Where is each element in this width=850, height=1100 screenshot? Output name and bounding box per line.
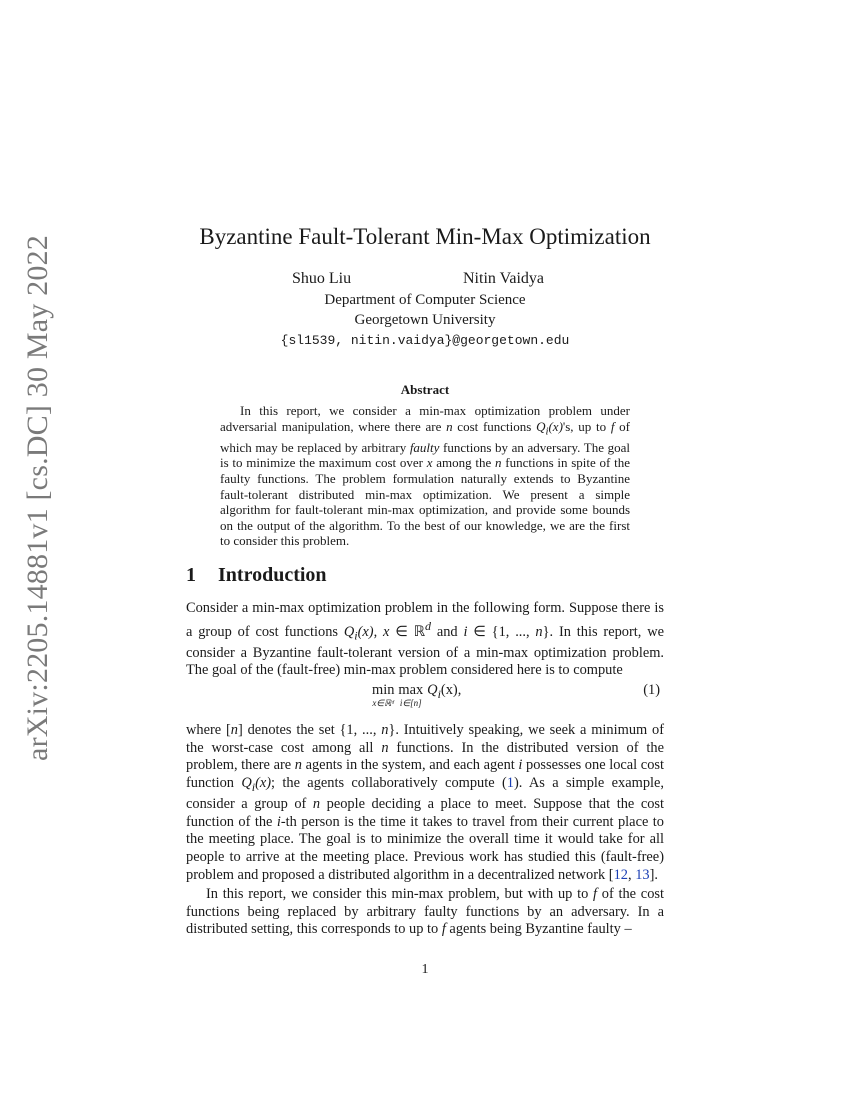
- section-heading: [186, 564, 327, 587]
- section-number: 1: [186, 564, 196, 586]
- citation-link[interactable]: 12: [613, 866, 628, 883]
- intro-paragraph: In this report, we consider this min-max problem, but with up to f of the cost functions being replaced by arbitrary faulty functions by an adversary. In a distributed setting, this corresponds to up to f agents being Byzantine faulty –: [186, 886, 664, 938]
- intro-paragraph: Consider a min-max optimization problem in the following form. Suppose there is a group of cost functions $Q_i(x)$, x ∈ ℝ$^d$ and i ∈ {1, ..., n}. In this report, we consider a Byzantine fault-tolerant version of a min-max optimization problem. The goal of the (fault-free) min-max problem considered here is to compute: [186, 600, 664, 679]
- abstract-heading: Abstract: [400, 382, 450, 397]
- author-email: {sl1539, nitin.vaidya}@georgetown.edu: [280, 333, 570, 348]
- equation-body: min x∈ℝᵈ max i∈[n] $Q_i(x)$,: [372, 682, 462, 708]
- author-department: Department of Computer Science: [324, 292, 526, 308]
- author-name: Shuo Liu: [292, 270, 352, 287]
- author-university: Georgetown University: [354, 312, 496, 328]
- max-operator: max i∈[n]: [398, 682, 424, 708]
- equation-reference-link[interactable]: 1: [506, 774, 514, 791]
- arxiv-identifier: arXiv:2205.14881v1 [cs.DC] 30 May 2022: [21, 235, 54, 761]
- author-name: Nitin Vaidya: [463, 270, 545, 287]
- paper-title: Byzantine Fault-Tolerant Min-Max Optimization: [199, 224, 651, 249]
- abstract-body: In this report, we consider a min-max optimization problem under adversarial manipulation, where there are n cost functions $Q_i(x)'s$, up to f of which may be replaced by arbitrary faulty functions by an adversary. The goal is to minimize the maximum cost over x among the n functions in spite of the faulty functions. The problem formulation naturally extends to Byzantine fault-tolerant distributed min-max optimization. We present a simple algorithm for fault-tolerant min-max optimization, and provide some bounds on the output of the algorithm. To the best of our knowledge, we are the first to consider this problem.: [220, 403, 630, 549]
- intro-paragraph: where [n] denotes the set {1, ..., n}. Intuitively speaking, we seek a minimum of the worst-case cost among all n functions. In the distributed version of the problem, there are n agents in the system, and each agent i possesses one local cost function $Q_i(x)$; the agents collaboratively compute (1). As a simple example, consider a group of n people deciding a place to meet. Suppose that the cost function of the i-th person is the time it takes to travel from their current place to the meeting place. The goal is to minimize the overall time it would take for all people to arrive at the meeting place. Previous work has studied this (fault-free) problem and proposed a distributed algorithm in a decentralized network [12, 13].: [186, 722, 665, 883]
- equation-1: [186, 680, 664, 712]
- section-title: Introduction: [218, 564, 327, 586]
- citation-link[interactable]: 13: [635, 866, 650, 883]
- min-operator: min x∈ℝᵈ: [372, 682, 395, 708]
- page-number: 1: [421, 962, 429, 977]
- equation-number: (1): [643, 682, 660, 698]
